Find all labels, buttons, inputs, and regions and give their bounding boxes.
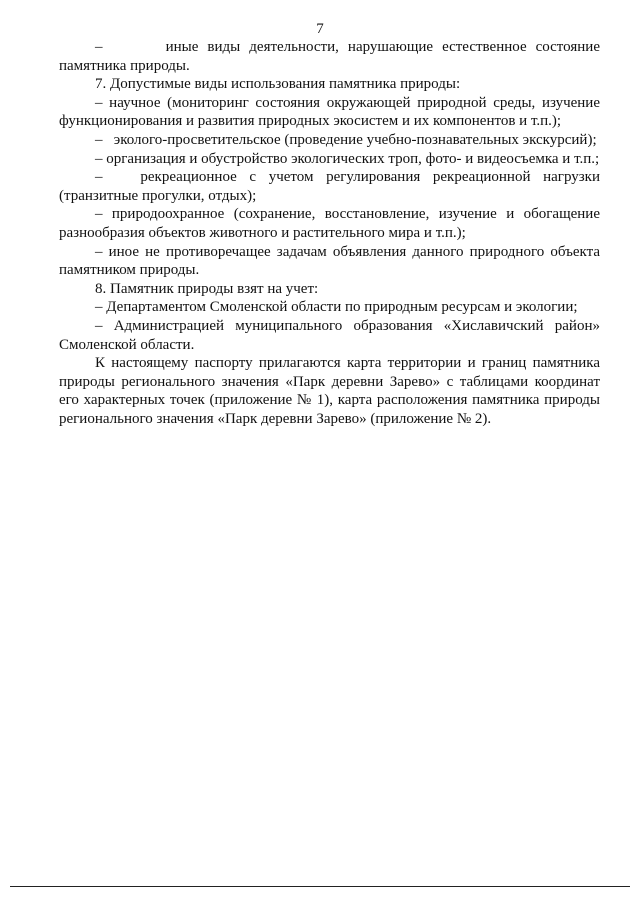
paragraph-other-use: – иное не противоречащее задачам объявления данного природного объекта памятником природы. [59, 243, 600, 279]
paragraph-section-8-heading: 8. Памятник природы взят на учет: [95, 280, 319, 297]
paragraph-scientific-use: – научное (мониторинг состояния окружающей природной среды, изучение функционирования и развития природных экосистем и их компонентов и т.п.); [59, 94, 600, 130]
paragraph-eco-education-use: – эколого-просветительское (проведение учебно-познавательных экскурсий); [95, 131, 597, 148]
paragraph-section-7-heading: 7. Допустимые виды использования памятника природы: [95, 76, 461, 93]
paragraph-prohibited-activities-end: – иные виды деятельности, нарушающие естественное состояние памятника природы. [59, 39, 600, 74]
paragraph-registered-department: – Департаментом Смоленской области по природным ресурсам и экологии; [95, 299, 578, 316]
bottom-divider-line [10, 886, 630, 887]
paragraph-eco-trails-use: – организация и обустройство экологических троп, фото- и видеосъемка и т.п.; [95, 150, 600, 167]
page-number: 7 [316, 21, 324, 37]
paragraph-recreational-use: – рекреационное с учетом регулирования рекреационной нагрузки (транзитные прогулки, отдых); [59, 169, 600, 204]
paragraph-conservation-use: – природоохранное (сохранение, восстановление, изучение и обогащение разнообразия объектов животного и растительного мира и т.п.); [59, 206, 600, 241]
paragraph-registered-administration: – Администрацией муниципального образования «Хиславичский район» Смоленской области. [59, 317, 600, 353]
paragraph-attachments: К настоящему паспорту прилагаются карта территории и границ памятника природы регионального значения «Парк деревни Зарево» с таблицами координат его характерных точек (приложение № 1), карта расположения памятника природы регионального значения «Парк деревни Зарево» (приложение № 2). [59, 355, 600, 427]
document-body [59, 38, 600, 428]
